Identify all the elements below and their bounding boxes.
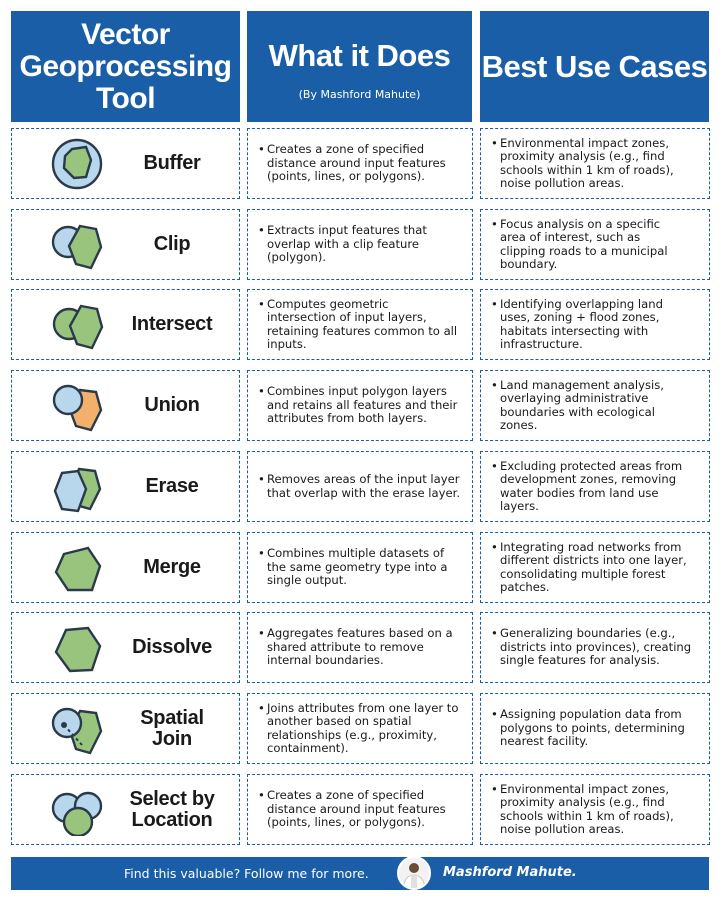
what-it-does-item [267,143,446,183]
tool-cell-union [11,370,240,441]
tool-name-line: Location [131,808,213,831]
best-use-cases-cell-merge [480,532,710,603]
best-use-cases-list [491,460,682,514]
best-use-cases-line: clipping roads to a municipal [500,243,668,258]
tool-cell-dissolve [11,612,240,683]
best-use-cases-line: schools within 1 km of roads), [500,808,674,823]
best-use-cases-line: • Identifying overlapping land [500,296,663,311]
what-it-does-list [258,385,457,425]
header-tool-title [20,19,232,115]
best-use-cases-line: uses, zoning + flood zones, [500,310,660,325]
what-it-does-item [267,789,446,829]
best-use-cases-line: boundary. [500,256,558,271]
best-use-cases-cell-intersect [480,289,710,360]
tool-name [112,694,232,763]
best-use-cases-line: • Integrating road networks from [500,539,682,554]
merge-icon [50,542,104,594]
tool-cell-select-by-location [11,774,240,845]
what-it-does-item [267,385,457,425]
what-it-does-line: that overlap with the erase layer. [267,485,461,500]
best-use-cases-line: districts into provinces), creating [500,639,692,654]
best-use-cases-line: • Land management analysis, [500,377,664,392]
spatial-join-icon [50,703,104,755]
best-use-cases-line: layers. [500,498,539,513]
what-it-does-line: • Creates a zone of specified [267,142,425,157]
dissolve-icon [50,622,104,674]
tool-name-line: Dissolve [132,636,212,658]
union-icon [50,380,104,432]
what-it-does-line: (points, lines, or polygons). [267,169,425,184]
what-it-does-cell-merge [247,532,473,603]
header-tool [11,11,240,122]
best-use-cases-line: • Environmental impact zones, [500,135,670,150]
erase-icon [50,461,104,513]
what-it-does-list [258,143,446,183]
best-use-cases-line: noise pollution areas. [500,175,625,190]
best-use-cases-line: patches. [500,579,550,594]
best-use-cases-item [500,460,682,514]
what-it-does-line: relationships (e.g., proximity, [267,727,437,742]
header-what-it-does [247,11,472,122]
what-it-does-cell-buffer [247,128,473,199]
what-it-does-line: distance around input features [267,155,446,170]
tool-cell-intersect [11,289,240,360]
best-use-cases-cell-union [480,370,710,441]
header-author-credit: (By Mashford Mahute) [298,88,421,101]
what-it-does-line: single output. [267,573,347,588]
what-it-does-line: • Extracts input features that [267,223,427,238]
what-it-does-line: attributes from both layers. [267,411,427,426]
best-use-cases-line: consolidating multiple forest [500,566,666,581]
best-use-cases-line: noise pollution areas. [500,821,625,836]
what-it-does-line: • Combines multiple datasets of [267,546,445,561]
best-use-cases-line: polygons to points, determining [500,720,685,735]
what-it-does-list [258,789,446,829]
best-use-cases-line: different districts into one layer, [500,553,687,568]
best-use-cases-list [491,541,687,595]
avatar-person-icon [399,858,429,888]
best-use-cases-line: • Environmental impact zones, [500,781,670,796]
tool-cell-merge [11,532,240,603]
best-use-cases-line: water bodies from land use [500,485,659,500]
tool-name [112,371,232,440]
footer-author-name: Mashford Mahute. [443,865,577,880]
what-it-does-cell-spatial-join [247,693,473,764]
what-it-does-item [267,702,458,756]
tool-name-line: Erase [145,475,199,497]
tool-name-line: Union [144,394,200,416]
best-use-cases-cell-erase [480,451,710,522]
what-it-does-list [258,298,457,352]
tool-name [112,210,232,279]
footer-cta: Find this valuable? Follow me for more. [124,866,369,881]
best-use-cases-line: infrastructure. [500,336,583,351]
header-best-use-cases [480,11,709,122]
what-it-does-list [258,547,447,587]
what-it-does-cell-intersect [247,289,473,360]
tool-name-line: Clip [153,233,191,255]
best-use-cases-item [500,541,687,595]
clip-icon [50,219,104,271]
best-use-cases-line: • Focus analysis on a specific [500,216,661,231]
what-it-does-line: containment). [267,740,349,755]
best-use-cases-cell-spatial-join [480,693,710,764]
footer-bar [11,857,709,890]
header-tool-line: Tool [95,81,156,115]
what-it-does-item [267,298,457,352]
best-use-cases-cell-dissolve [480,612,710,683]
tool-name-line: Intersect [131,313,213,335]
what-it-does-item [267,224,427,264]
buffer-icon [50,138,104,190]
best-use-cases-cell-buffer [480,128,710,199]
best-use-cases-line: • Generalizing boundaries (e.g., [500,626,676,641]
what-it-does-cell-union [247,370,473,441]
best-use-cases-line: proximity analysis (e.g., find [500,795,665,810]
best-use-cases-line: habitats intersecting with [500,323,649,338]
tool-name [112,533,232,602]
tool-name-line: Merge [143,556,201,578]
best-use-cases-line: nearest facility. [500,734,589,749]
select-by-location-icon [50,784,104,836]
best-use-cases-item [500,298,663,352]
what-it-does-line: intersection of input layers, [267,310,427,325]
tool-name-line: Buffer [143,152,201,174]
what-it-does-line: another based on spatial [267,714,412,729]
what-it-does-line: overlap with a clip feature [267,236,420,251]
best-use-cases-cell-select-by-location [480,774,710,845]
tool-name [112,290,232,359]
what-it-does-cell-select-by-location [247,774,473,845]
what-it-does-item [267,473,460,500]
best-use-cases-list [491,379,664,433]
what-it-does-list [258,702,458,756]
tool-cell-clip [11,209,240,280]
best-use-cases-list [491,137,674,191]
what-it-does-line: (polygon). [267,250,327,265]
best-use-cases-list [491,708,685,748]
best-use-cases-line: schools within 1 km of roads), [500,162,674,177]
best-use-cases-line: zones. [500,417,538,432]
tool-name-line: Spatial [140,706,204,729]
what-it-does-line: (points, lines, or polygons). [267,815,425,830]
best-use-cases-item [500,137,674,191]
tool-name [112,775,232,844]
what-it-does-list [258,224,427,264]
header-tool-line: Geoprocessing [19,49,232,83]
what-it-does-list [258,627,453,667]
best-use-cases-list [491,298,663,352]
best-use-cases-line: development zones, removing [500,472,677,487]
best-use-cases-item [500,783,674,837]
header-what-it-does-title: What it Does [268,38,451,73]
header-best-use-cases-title: Best Use Cases [481,48,708,84]
best-use-cases-list [491,783,674,837]
what-it-does-line: • Joins attributes from one layer to [267,700,459,715]
what-it-does-cell-clip [247,209,473,280]
what-it-does-list [258,473,460,500]
best-use-cases-line: area of interest, such as [500,230,641,245]
what-it-does-line: and retains all features and their [267,397,458,412]
what-it-does-line: shared attribute to remove [267,639,424,654]
what-it-does-line: the same geometry type into a [267,559,448,574]
best-use-cases-list [491,218,668,272]
best-use-cases-list [491,627,691,667]
avatar-icon[interactable] [397,856,431,890]
best-use-cases-line: boundaries with ecological [500,404,655,419]
tool-name-line: Select by [129,787,215,810]
what-it-does-item [267,547,447,587]
best-use-cases-line: single features for analysis. [500,653,660,668]
what-it-does-line: • Computes geometric [267,296,389,311]
best-use-cases-item [500,379,664,433]
what-it-does-line: internal boundaries. [267,653,384,668]
what-it-does-cell-erase [247,451,473,522]
tool-cell-spatial-join [11,693,240,764]
tool-name [112,129,232,198]
what-it-does-line: • Creates a zone of specified [267,788,425,803]
tool-name [112,613,232,682]
best-use-cases-cell-clip [480,209,710,280]
what-it-does-line: retaining features common to all [267,323,458,338]
best-use-cases-line: proximity analysis (e.g., find [500,149,665,164]
best-use-cases-line: • Assigning population data from [500,707,682,722]
tool-cell-erase [11,451,240,522]
what-it-does-item [267,627,453,667]
what-it-does-line: • Aggregates features based on a [267,626,453,641]
what-it-does-line: distance around input features [267,801,446,816]
best-use-cases-line: • Excluding protected areas from [500,458,683,473]
tool-name-line: Join [152,727,192,750]
what-it-does-line: • Combines input polygon layers [267,384,447,399]
best-use-cases-item [500,708,685,748]
tool-cell-buffer [11,128,240,199]
what-it-does-cell-dissolve [247,612,473,683]
what-it-does-line: inputs. [267,336,307,351]
header-tool-line: Vector [81,17,170,51]
intersect-icon [50,299,104,351]
what-it-does-line: • Removes areas of the input layer [267,472,460,487]
best-use-cases-item [500,627,691,667]
best-use-cases-line: overlaying administrative [500,391,649,406]
tool-name [112,452,232,521]
best-use-cases-item [500,218,668,272]
